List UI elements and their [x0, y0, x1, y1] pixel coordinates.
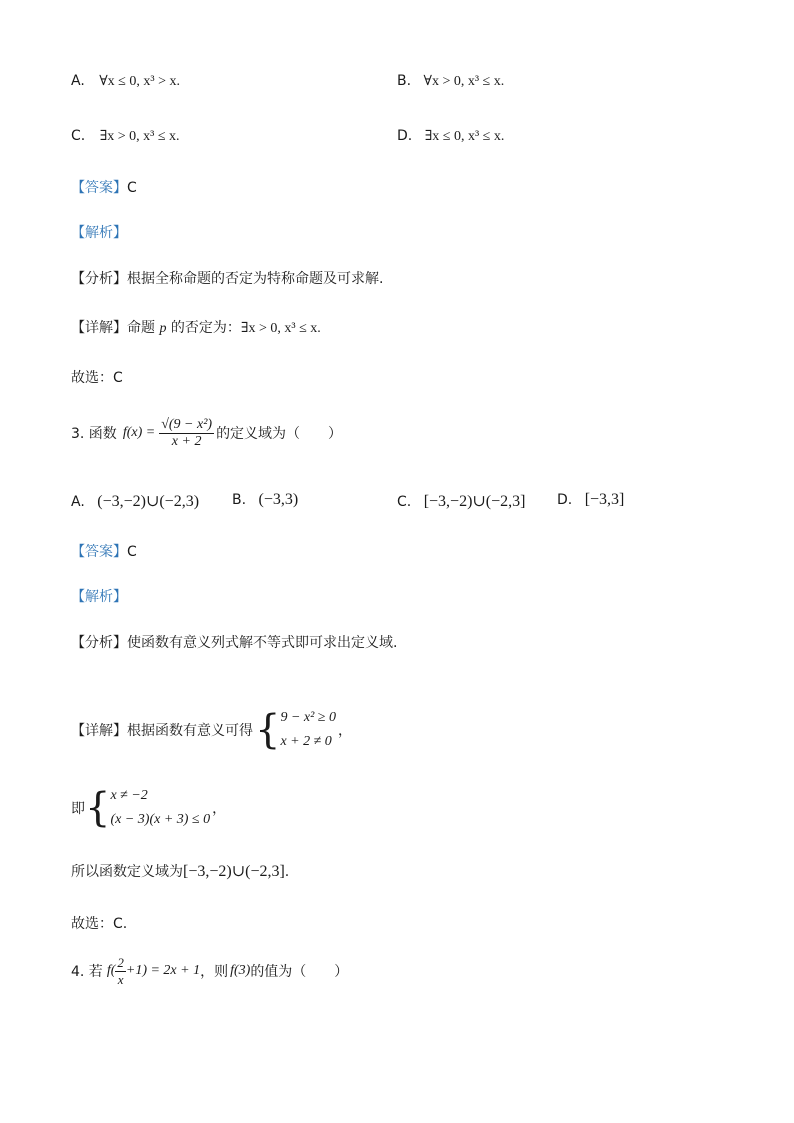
option-label: B.	[232, 492, 247, 508]
answer-tag: 【答案】	[71, 544, 127, 560]
proposition-symbol: p	[159, 321, 167, 336]
q2-xiangjie	[71, 317, 321, 337]
q3-option-d	[557, 491, 624, 509]
q3-fenxi	[71, 632, 397, 652]
left-brace: {	[255, 707, 281, 753]
q3-option-b	[232, 491, 298, 509]
option-expression: [−3,3]	[584, 491, 625, 508]
system-line-2: (x − 3)(x + 3) ≤ 0	[110, 812, 211, 827]
q3-option-a	[71, 491, 199, 511]
q2-option-c	[71, 128, 180, 145]
punctuation: ，	[338, 723, 352, 739]
q2-jiexi-tag: 【解析】	[71, 225, 127, 241]
q3-ji	[71, 783, 226, 833]
xiangjie-text: 根据函数有意义可得	[127, 723, 253, 739]
ji-text: 即	[71, 801, 85, 817]
fraction-numerator: √(9 − x²)	[161, 416, 213, 432]
question-mid: ，则	[200, 964, 229, 980]
option-expression: ∃x ≤ 0, x³ ≤ x.	[424, 129, 505, 144]
xiangjie-text: 命题	[127, 320, 155, 336]
option-expression: (−3,−2)∪(−2,3)	[97, 493, 200, 510]
question-number: 3. 函数	[71, 426, 117, 442]
negation-expression: ∃x > 0, x³ ≤ x.	[240, 321, 321, 336]
punctuation: ，	[212, 801, 227, 817]
q2-answer	[71, 177, 137, 197]
q2-fenxi	[71, 268, 383, 288]
option-label: D.	[557, 492, 573, 508]
xiangjie-tag: 【详解】	[71, 723, 127, 739]
result-expression: [−3,−2)∪(−2,3]	[183, 863, 285, 880]
function-name: f(x) =	[122, 425, 156, 440]
system-line-1: 9 − x² ≥ 0	[280, 710, 336, 725]
q2-option-d	[397, 128, 504, 145]
function-open: f(	[106, 963, 116, 978]
q3-answer	[71, 541, 137, 561]
option-expression: ∃x > 0, x³ ≤ x.	[99, 129, 180, 144]
function-close: +1) = 2x + 1	[125, 963, 201, 978]
q4-question	[71, 950, 348, 992]
q3-question	[71, 410, 342, 456]
system-line-1: x ≠ −2	[110, 788, 148, 803]
question-number: 4. 若	[71, 964, 103, 980]
fenxi-tag: 【分析】	[71, 635, 127, 651]
xiangjie-tag: 【详解】	[71, 320, 127, 336]
fenxi-text: 根据全称命题的否定为特称命题及可求解.	[127, 271, 384, 287]
question-tail: 的值为（ ）	[250, 964, 349, 980]
fenxi-tag: 【分析】	[71, 271, 127, 287]
option-expression: [−3,−2)∪(−2,3]	[423, 493, 526, 510]
option-label: A.	[71, 73, 85, 89]
inequality-system	[280, 706, 336, 754]
result-end: .	[284, 864, 290, 880]
option-label: A.	[71, 494, 85, 510]
option-label: C.	[71, 128, 86, 144]
result-text: 所以函数定义域为	[71, 864, 183, 880]
q2-option-b	[397, 73, 504, 90]
question-tail: 的定义域为（ ）	[216, 426, 343, 442]
q3-guxuan: 故选：C.	[71, 916, 128, 932]
option-label: C.	[397, 494, 412, 510]
inequality-system	[110, 784, 210, 832]
system-line-2: x + 2 ≠ 0	[280, 734, 332, 749]
option-label: D.	[397, 128, 413, 144]
xiangjie-text: 的否定为：	[170, 320, 241, 336]
q3-xiangjie	[71, 705, 352, 755]
q3-result	[71, 861, 289, 881]
answer-value: C	[127, 544, 137, 560]
option-expression: ∀x ≤ 0, x³ > x.	[99, 74, 180, 89]
q2-option-a	[71, 73, 180, 90]
inner-fraction	[115, 955, 126, 988]
option-expression: (−3,3)	[258, 491, 299, 508]
answer-tag: 【答案】	[71, 180, 127, 196]
fraction-denominator: x + 2	[171, 433, 202, 449]
fraction-denominator: x	[117, 971, 124, 987]
fraction-numerator: 2	[117, 954, 124, 970]
left-brace: {	[85, 785, 111, 831]
q3-option-c	[397, 491, 525, 511]
answer-value: C	[127, 180, 137, 196]
q2-guxuan: 故选：C	[71, 370, 123, 386]
function-value: f(3)	[230, 963, 251, 978]
fenxi-text: 使函数有意义列式解不等式即可求出定义域.	[127, 635, 398, 651]
option-expression: ∀x > 0, x³ ≤ x.	[423, 74, 505, 89]
function-fraction	[159, 417, 214, 450]
q3-jiexi-tag: 【解析】	[71, 589, 127, 605]
option-label: B.	[397, 73, 412, 89]
